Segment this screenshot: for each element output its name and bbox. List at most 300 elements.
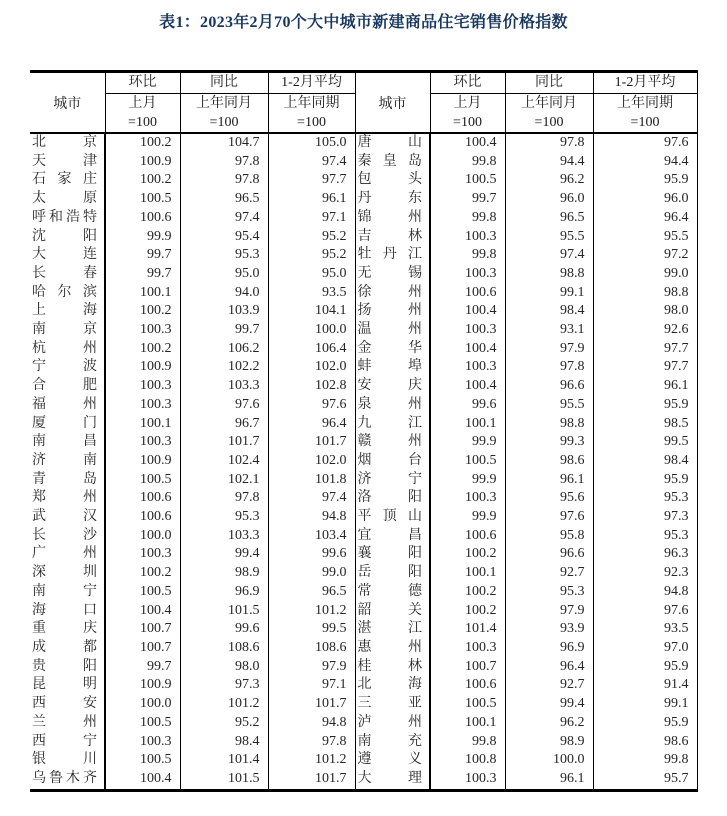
city-name: 南京 <box>32 322 97 338</box>
header-sub-base: =100 <box>297 115 326 130</box>
left-city-cell <box>30 733 105 752</box>
right-yoy-value: 97.6 <box>505 508 593 527</box>
city-name: 南宁 <box>32 583 97 599</box>
left-city-cell <box>30 564 105 583</box>
city-name: 常德 <box>357 583 422 599</box>
right-mom-value: 99.9 <box>430 508 505 527</box>
left-yoy-value: 95.2 <box>180 714 268 733</box>
city-name: 西宁 <box>32 733 97 749</box>
right-avg-value: 95.9 <box>593 471 697 490</box>
right-yoy-value: 97.8 <box>505 358 593 377</box>
city-name: 烟台 <box>357 452 422 468</box>
right-yoy-value: 98.8 <box>505 415 593 434</box>
right-yoy-value: 97.4 <box>505 246 593 265</box>
left-city-cell <box>30 228 105 247</box>
left-city-cell <box>30 190 105 209</box>
left-mom-value: 100.5 <box>105 714 180 733</box>
city-name: 惠州 <box>357 639 422 655</box>
right-mom-value: 99.8 <box>430 246 505 265</box>
city-name: 唐山 <box>357 135 422 150</box>
left-mom-value: 100.5 <box>105 583 180 602</box>
left-avg-value: 94.8 <box>268 508 355 527</box>
right-city-cell <box>355 639 430 658</box>
right-yoy-value: 96.6 <box>505 545 593 564</box>
left-mom-value: 99.7 <box>105 246 180 265</box>
city-name: 天津 <box>32 153 97 169</box>
header-mom-left: 环比 <box>105 72 180 94</box>
right-city-cell <box>355 545 430 564</box>
left-city-cell <box>30 358 105 377</box>
left-yoy-value: 99.6 <box>180 620 268 639</box>
left-city-cell <box>30 321 105 340</box>
left-city-cell <box>30 714 105 733</box>
left-avg-value: 96.1 <box>268 190 355 209</box>
right-mom-value: 99.9 <box>430 433 505 452</box>
right-mom-value: 100.2 <box>430 545 505 564</box>
left-avg-value: 100.0 <box>268 321 355 340</box>
left-city-cell <box>30 508 105 527</box>
right-yoy-value: 95.8 <box>505 527 593 546</box>
city-name: 上海 <box>32 303 97 319</box>
right-mom-value: 100.8 <box>430 751 505 770</box>
city-name: 温州 <box>357 322 422 338</box>
header-sub-base: =100 <box>209 115 239 130</box>
right-yoy-value: 99.1 <box>505 284 593 303</box>
price-index-table <box>30 70 698 792</box>
right-yoy-value: 92.7 <box>505 564 593 583</box>
left-yoy-value: 95.0 <box>180 265 268 284</box>
left-mom-value: 100.3 <box>105 377 180 396</box>
right-city-cell <box>355 676 430 695</box>
header-sub-base: =100 <box>453 115 482 130</box>
city-name: 济南 <box>32 452 97 468</box>
table-row <box>30 583 697 602</box>
right-city-cell <box>355 714 430 733</box>
right-mom-value: 100.3 <box>430 265 505 284</box>
right-yoy-value: 98.8 <box>505 265 593 284</box>
right-avg-value: 92.3 <box>593 564 697 583</box>
table-row <box>30 676 697 695</box>
city-name: 济宁 <box>357 471 422 487</box>
left-avg-value: 97.9 <box>268 658 355 677</box>
left-city-cell <box>30 658 105 677</box>
left-avg-value: 97.1 <box>268 676 355 695</box>
table-row <box>30 733 697 752</box>
right-mom-value: 100.4 <box>430 302 505 321</box>
left-avg-value: 96.5 <box>268 583 355 602</box>
table-row <box>30 471 697 490</box>
right-mom-value: 100.3 <box>430 770 505 790</box>
table-row <box>30 265 697 284</box>
right-mom-value: 100.3 <box>430 321 505 340</box>
left-yoy-value: 102.2 <box>180 358 268 377</box>
right-yoy-value: 95.3 <box>505 583 593 602</box>
left-yoy-value: 104.7 <box>180 133 268 153</box>
right-mom-value: 100.3 <box>430 358 505 377</box>
table-row <box>30 658 697 677</box>
left-yoy-value: 108.6 <box>180 639 268 658</box>
header-mom-base-left <box>105 94 180 134</box>
right-mom-value: 100.7 <box>430 658 505 677</box>
right-mom-value: 100.5 <box>430 452 505 471</box>
city-name: 长春 <box>32 265 97 281</box>
left-city-cell <box>30 639 105 658</box>
header-avg-base-left <box>268 94 355 134</box>
city-name: 呼和浩特 <box>32 209 97 225</box>
left-mom-value: 100.3 <box>105 321 180 340</box>
city-name: 徐州 <box>357 284 422 300</box>
right-city-cell <box>355 751 430 770</box>
table-row <box>30 321 697 340</box>
right-avg-value: 97.6 <box>593 602 697 621</box>
right-mom-value: 100.1 <box>430 564 505 583</box>
right-avg-value: 95.9 <box>593 171 697 190</box>
right-mom-value: 99.9 <box>430 471 505 490</box>
left-avg-value: 108.6 <box>268 639 355 658</box>
city-name: 吉林 <box>357 228 422 244</box>
left-city-cell <box>30 246 105 265</box>
left-mom-value: 100.9 <box>105 452 180 471</box>
left-mom-value: 100.2 <box>105 564 180 583</box>
right-mom-value: 100.5 <box>430 695 505 714</box>
city-name: 牡丹江 <box>357 247 422 263</box>
left-avg-value: 95.2 <box>268 246 355 265</box>
right-mom-value: 100.3 <box>430 639 505 658</box>
right-avg-value: 97.7 <box>593 340 697 359</box>
right-avg-value: 94.8 <box>593 583 697 602</box>
left-avg-value: 97.4 <box>268 153 355 172</box>
city-name: 合肥 <box>32 378 97 394</box>
city-name: 广州 <box>32 546 97 562</box>
header-sub-label: 上年同月 <box>196 96 252 111</box>
left-city-cell <box>30 602 105 621</box>
page-title: 表1：2023年2月70个大中城市新建商品住宅销售价格指数 <box>159 14 568 31</box>
right-avg-value: 96.1 <box>593 377 697 396</box>
left-mom-value: 100.9 <box>105 676 180 695</box>
right-city-cell <box>355 695 430 714</box>
right-city-cell <box>355 377 430 396</box>
left-avg-value: 102.0 <box>268 358 355 377</box>
header-yoy-right: 同比 <box>505 72 593 94</box>
header-sub-label: 上月 <box>128 96 157 111</box>
city-name: 宁波 <box>32 359 97 375</box>
left-yoy-value: 96.5 <box>180 190 268 209</box>
right-city-cell <box>355 602 430 621</box>
right-city-cell <box>355 770 430 790</box>
left-avg-value: 95.0 <box>268 265 355 284</box>
right-yoy-value: 98.9 <box>505 733 593 752</box>
right-avg-value: 98.5 <box>593 415 697 434</box>
right-avg-value: 97.3 <box>593 508 697 527</box>
left-yoy-value: 103.9 <box>180 302 268 321</box>
left-yoy-value: 101.7 <box>180 433 268 452</box>
header-mom-right: 环比 <box>430 72 505 94</box>
header-sub-label: 上年同期 <box>617 96 673 111</box>
city-name: 无锡 <box>357 265 422 281</box>
right-city-cell <box>355 433 430 452</box>
right-avg-value: 97.6 <box>593 133 697 153</box>
left-city-cell <box>30 377 105 396</box>
left-mom-value: 99.9 <box>105 228 180 247</box>
right-yoy-value: 97.8 <box>505 133 593 153</box>
left-yoy-value: 97.8 <box>180 171 268 190</box>
right-avg-value: 95.3 <box>593 489 697 508</box>
right-mom-value: 99.6 <box>430 396 505 415</box>
right-mom-value: 100.2 <box>430 602 505 621</box>
right-city-cell <box>355 452 430 471</box>
city-name: 岳阳 <box>357 565 422 581</box>
table-row <box>30 133 697 153</box>
left-mom-value: 99.7 <box>105 658 180 677</box>
table-row <box>30 770 697 790</box>
right-yoy-value: 96.9 <box>505 639 593 658</box>
right-city-cell <box>355 321 430 340</box>
city-name: 宜昌 <box>357 527 422 543</box>
city-name: 丹东 <box>357 191 422 207</box>
city-name: 武汉 <box>32 509 97 525</box>
left-avg-value: 97.4 <box>268 489 355 508</box>
city-name: 厦门 <box>32 415 97 431</box>
right-avg-value: 99.5 <box>593 433 697 452</box>
city-name: 福州 <box>32 396 97 412</box>
table-row <box>30 228 697 247</box>
left-mom-value: 100.6 <box>105 209 180 228</box>
left-city-cell <box>30 583 105 602</box>
left-city-cell <box>30 676 105 695</box>
city-name: 南昌 <box>32 434 97 450</box>
table-row <box>30 620 697 639</box>
right-city-cell <box>355 284 430 303</box>
table-row <box>30 246 697 265</box>
city-name: 太原 <box>32 191 97 207</box>
left-avg-value: 93.5 <box>268 284 355 303</box>
right-yoy-value: 95.5 <box>505 228 593 247</box>
left-avg-value: 99.5 <box>268 620 355 639</box>
left-avg-value: 103.4 <box>268 527 355 546</box>
left-avg-value: 101.2 <box>268 751 355 770</box>
right-yoy-value: 98.6 <box>505 452 593 471</box>
table-row <box>30 545 697 564</box>
left-mom-value: 100.4 <box>105 770 180 790</box>
left-yoy-value: 96.7 <box>180 415 268 434</box>
left-city-cell <box>30 265 105 284</box>
left-city-cell <box>30 751 105 770</box>
left-mom-value: 100.1 <box>105 415 180 434</box>
left-mom-value: 100.9 <box>105 153 180 172</box>
left-mom-value: 100.0 <box>105 695 180 714</box>
city-name: 平顶山 <box>357 509 422 525</box>
right-mom-value: 99.8 <box>430 733 505 752</box>
right-mom-value: 101.4 <box>430 620 505 639</box>
table-row <box>30 171 697 190</box>
table-row <box>30 415 697 434</box>
city-name: 沈阳 <box>32 228 97 244</box>
right-yoy-value: 96.6 <box>505 377 593 396</box>
table-row <box>30 377 697 396</box>
right-city-cell <box>355 658 430 677</box>
city-name: 大理 <box>357 770 422 786</box>
right-avg-value: 97.0 <box>593 639 697 658</box>
city-name: 哈尔滨 <box>32 284 97 300</box>
city-name: 兰州 <box>32 714 97 730</box>
right-mom-value: 99.8 <box>430 209 505 228</box>
left-city-cell <box>30 153 105 172</box>
right-yoy-value: 99.4 <box>505 695 593 714</box>
left-yoy-value: 94.0 <box>180 284 268 303</box>
right-avg-value: 96.4 <box>593 209 697 228</box>
right-avg-value: 99.0 <box>593 265 697 284</box>
right-avg-value: 98.8 <box>593 284 697 303</box>
table-row <box>30 153 697 172</box>
left-avg-value: 101.7 <box>268 770 355 790</box>
right-mom-value: 99.8 <box>430 153 505 172</box>
left-yoy-value: 98.9 <box>180 564 268 583</box>
right-mom-value: 100.4 <box>430 133 505 153</box>
right-avg-value: 96.0 <box>593 190 697 209</box>
right-yoy-value: 96.2 <box>505 171 593 190</box>
table-row <box>30 695 697 714</box>
right-mom-value: 100.6 <box>430 284 505 303</box>
left-city-cell <box>30 284 105 303</box>
right-yoy-value: 96.0 <box>505 190 593 209</box>
header-sub-base: =100 <box>128 115 157 130</box>
right-city-cell <box>355 133 430 153</box>
city-name: 锦州 <box>357 209 422 225</box>
right-yoy-value: 96.1 <box>505 471 593 490</box>
right-city-cell <box>355 508 430 527</box>
right-city-cell <box>355 171 430 190</box>
left-avg-value: 101.8 <box>268 471 355 490</box>
right-mom-value: 100.4 <box>430 377 505 396</box>
left-mom-value: 100.2 <box>105 171 180 190</box>
table-row <box>30 433 697 452</box>
right-avg-value: 97.7 <box>593 358 697 377</box>
right-city-cell <box>355 302 430 321</box>
left-avg-value: 101.7 <box>268 695 355 714</box>
right-avg-value: 98.0 <box>593 302 697 321</box>
table-row <box>30 508 697 527</box>
header-yoy-left: 同比 <box>180 72 268 94</box>
header-sub-label: 上月 <box>453 96 482 111</box>
left-yoy-value: 103.3 <box>180 377 268 396</box>
right-city-cell <box>355 153 430 172</box>
right-yoy-value: 93.1 <box>505 321 593 340</box>
price-index-table-container <box>30 70 698 792</box>
left-avg-value: 94.8 <box>268 714 355 733</box>
table-row <box>30 714 697 733</box>
city-name: 蚌埠 <box>357 359 422 375</box>
city-name: 重庆 <box>32 621 97 637</box>
left-mom-value: 100.0 <box>105 527 180 546</box>
left-mom-value: 100.3 <box>105 545 180 564</box>
city-name: 金华 <box>357 340 422 356</box>
right-mom-value: 100.3 <box>430 228 505 247</box>
right-mom-value: 100.3 <box>430 489 505 508</box>
city-name: 贵阳 <box>32 658 97 674</box>
header-city-right: 城市 <box>355 72 430 134</box>
left-avg-value: 106.4 <box>268 340 355 359</box>
left-yoy-value: 97.8 <box>180 153 268 172</box>
left-yoy-value: 95.3 <box>180 246 268 265</box>
left-avg-value: 97.1 <box>268 209 355 228</box>
right-mom-value: 100.5 <box>430 171 505 190</box>
left-mom-value: 100.3 <box>105 433 180 452</box>
city-name: 北海 <box>357 677 422 693</box>
left-avg-value: 99.6 <box>268 545 355 564</box>
right-avg-value: 96.3 <box>593 545 697 564</box>
left-yoy-value: 97.4 <box>180 209 268 228</box>
left-yoy-value: 98.0 <box>180 658 268 677</box>
header-avg-right: 1-2月平均 <box>593 72 697 94</box>
table-body <box>30 133 697 790</box>
left-city-cell <box>30 452 105 471</box>
city-name: 韶关 <box>357 602 422 618</box>
city-name: 洛阳 <box>357 490 422 506</box>
city-name: 青岛 <box>32 471 97 487</box>
left-yoy-value: 95.3 <box>180 508 268 527</box>
table-row <box>30 751 697 770</box>
table-row <box>30 602 697 621</box>
left-yoy-value: 98.4 <box>180 733 268 752</box>
right-city-cell <box>355 620 430 639</box>
left-yoy-value: 101.4 <box>180 751 268 770</box>
left-mom-value: 100.3 <box>105 396 180 415</box>
right-city-cell <box>355 265 430 284</box>
right-avg-value: 99.8 <box>593 751 697 770</box>
left-avg-value: 97.7 <box>268 171 355 190</box>
city-name: 银川 <box>32 752 97 768</box>
right-avg-value: 98.4 <box>593 452 697 471</box>
right-city-cell <box>355 564 430 583</box>
table-row <box>30 190 697 209</box>
right-city-cell <box>355 340 430 359</box>
left-yoy-value: 106.2 <box>180 340 268 359</box>
left-mom-value: 100.3 <box>105 733 180 752</box>
right-yoy-value: 95.6 <box>505 489 593 508</box>
right-city-cell <box>355 415 430 434</box>
header-mom-base-right <box>430 94 505 134</box>
right-yoy-value: 93.9 <box>505 620 593 639</box>
left-yoy-value: 101.5 <box>180 602 268 621</box>
right-mom-value: 100.6 <box>430 676 505 695</box>
right-avg-value: 98.6 <box>593 733 697 752</box>
right-city-cell <box>355 396 430 415</box>
city-name: 遵义 <box>357 752 422 768</box>
header-sub-label: 上年同月 <box>521 96 577 111</box>
left-mom-value: 100.2 <box>105 133 180 153</box>
table-row <box>30 489 697 508</box>
right-yoy-value: 100.0 <box>505 751 593 770</box>
header-yoy-base-left <box>180 94 268 134</box>
table-row <box>30 396 697 415</box>
left-yoy-value: 97.6 <box>180 396 268 415</box>
city-name: 泉州 <box>357 396 422 412</box>
left-city-cell <box>30 415 105 434</box>
left-mom-value: 100.5 <box>105 471 180 490</box>
right-avg-value: 91.4 <box>593 676 697 695</box>
left-avg-value: 96.4 <box>268 415 355 434</box>
header-yoy-base-right <box>505 94 593 134</box>
left-mom-value: 100.9 <box>105 358 180 377</box>
left-city-cell <box>30 545 105 564</box>
left-mom-value: 100.6 <box>105 508 180 527</box>
city-name: 昆明 <box>32 677 97 693</box>
left-mom-value: 100.7 <box>105 639 180 658</box>
header-city-left: 城市 <box>30 72 105 134</box>
left-mom-value: 100.6 <box>105 489 180 508</box>
header-avg-base-right <box>593 94 697 134</box>
left-mom-value: 100.5 <box>105 751 180 770</box>
